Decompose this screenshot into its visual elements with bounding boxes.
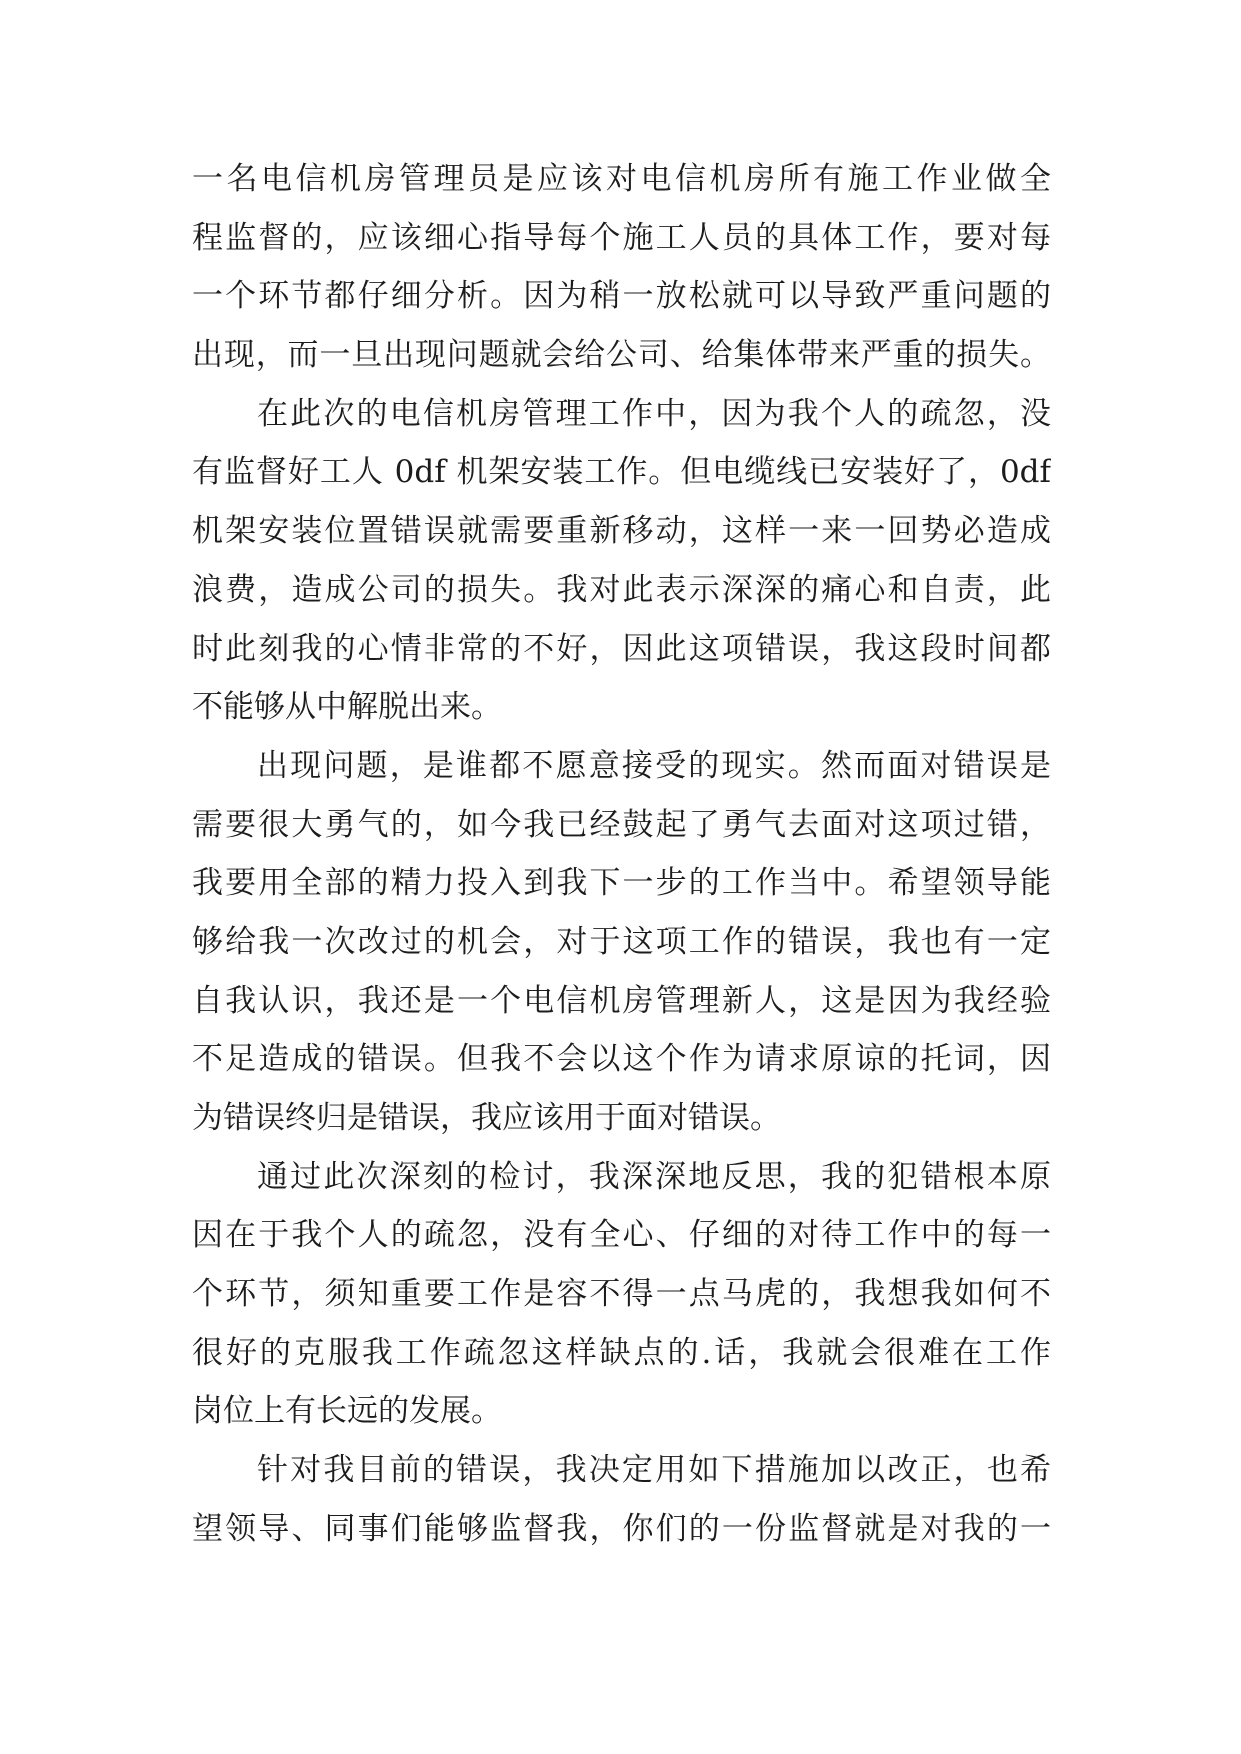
text-line: 浪费，造成公司的损失。我对此表示深深的痛心和自责，此 (192, 571, 1051, 608)
text-line: 在此次的电信机房管理工作中，因为我个人的疏忽，没 (257, 395, 1051, 432)
text-line: 针对我目前的错误，我决定用如下措施加以改正，也希 (257, 1452, 1051, 1489)
text-line: 一名电信机房管理员是应该对电信机房所有施工作业做全 (192, 161, 1051, 197)
paragraph-4 (192, 1148, 1051, 1441)
text-line: 够给我一次改过的机会，对于这项工作的错误，我也有一定 (192, 923, 1051, 960)
text-line: 需要很大勇气的，如今我已经鼓起了勇气去面对这项过错， (192, 806, 1051, 843)
text-line: 时此刻我的心情非常的不好，因此这项错误，我这段时间都 (192, 630, 1051, 667)
text-line: 通过此次深刻的检讨，我深深地反思，我的犯错根本原 (257, 1158, 1051, 1195)
document-body (192, 150, 1051, 1559)
text-line: 有监督好工人 0df 机架安装工作。但电缆线已安装好了，0df (192, 454, 1051, 491)
text-line: 机架安装位置错误就需要重新移动，这样一来一回势必造成 (192, 513, 1051, 550)
text-line: 自我认识，我还是一个电信机房管理新人，这是因为我经验 (192, 982, 1051, 1019)
paragraph-5 (192, 1441, 1051, 1558)
text-line: 岗位上有长远的发展。 (192, 1393, 502, 1430)
text-line: 出现，而一旦出现问题就会给公司、给集体带来严重的损失。 (192, 337, 1051, 374)
paragraph-2 (192, 385, 1051, 737)
text-line: 因在于我个人的疏忽，没有全心、仔细的对待工作中的每一 (192, 1217, 1051, 1254)
text-line: 望领导、同事们能够监督我，你们的一份监督就是对我的一 (192, 1510, 1051, 1547)
text-line: 不能够从中解脱出来。 (192, 689, 502, 726)
text-line: 一个环节都仔细分析。因为稍一放松就可以导致严重问题的 (192, 278, 1051, 315)
text-line: 我要用全部的精力投入到我下一步的工作当中。希望领导能 (192, 865, 1051, 902)
text-line: 程监督的，应该细心指导每个施工人员的具体工作，要对每 (192, 219, 1051, 256)
text-line: 很好的克服我工作疏忽这样缺点的.话，我就会很难在工作 (192, 1334, 1051, 1371)
paragraph-3 (192, 737, 1051, 1148)
text-line: 为错误终归是错误，我应该用于面对错误。 (192, 1100, 781, 1136)
text-line: 不足造成的错误。但我不会以这个作为请求原谅的托词，因 (192, 1041, 1051, 1078)
text-line: 出现问题，是谁都不愿意接受的现实。然而面对错误是 (257, 747, 1051, 784)
text-line: 个环节，须知重要工作是容不得一点马虎的，我想我如何不 (192, 1276, 1051, 1313)
paragraph-1 (192, 150, 1051, 385)
